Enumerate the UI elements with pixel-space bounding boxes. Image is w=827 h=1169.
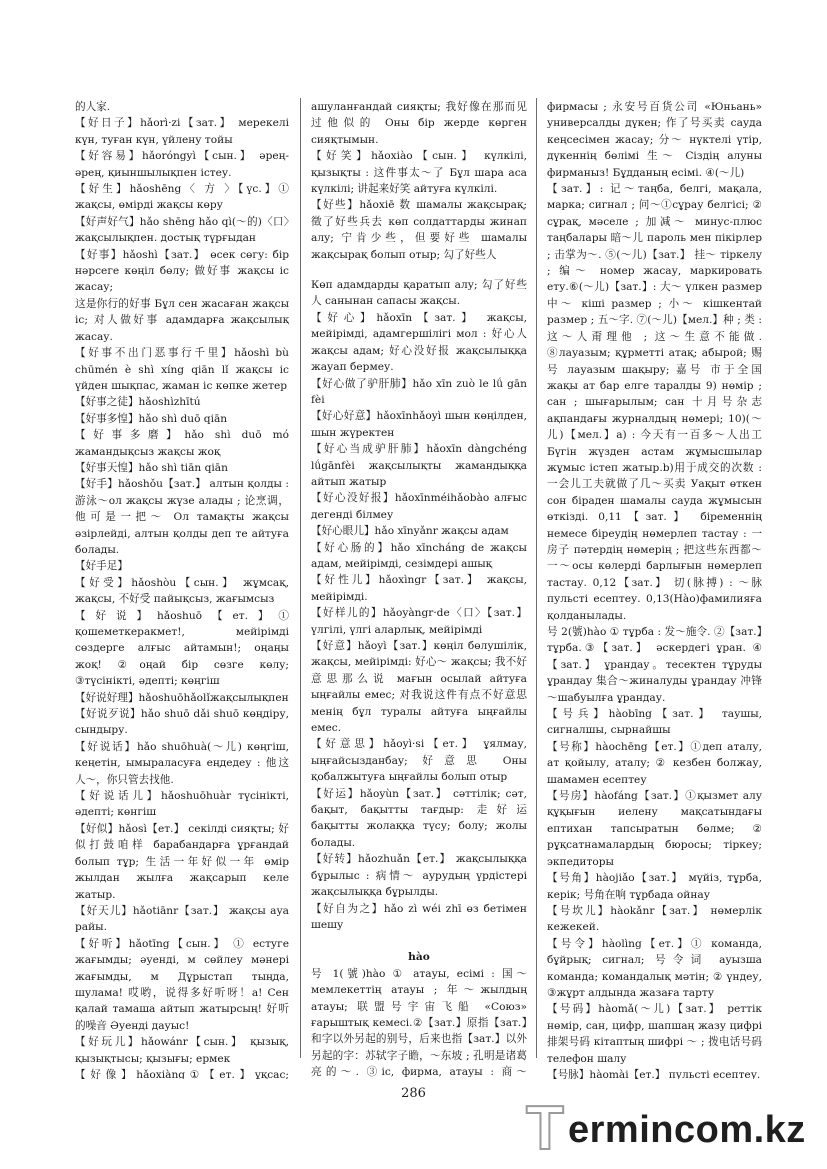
page-number: 286 [401,1086,426,1101]
entry: 【好自为之】hǎo zì wéi zhī өз бетімен шешу [311,902,527,931]
entry-example: 这是你行的好事 Бұл сен жасаған жақсы іс; 对人做好事 адамдарға жақсылық жасау. [75,297,289,343]
entry: 【好心没好报】hǎoxīnméihǎobào алғыс дегенді білмеу [311,492,527,521]
entry: 【好说歹说】hǎo shuō dǎi shuō көңдіру, сындыру. [75,708,289,737]
dictionary-column-middle [311,99,527,1079]
entry: 【好事】hǎoshì【зат.】 өсек сөгу: бір нәрсеге көңіл бөлу; 做好事 жақсы іс жасау; [75,248,289,294]
entry: 【好事多惶】hǎo shì duō qiān [75,412,228,425]
entry: 【好说】hǎoshuō【ет.】① қошеметкеракмет!, мейірімді сөздерге алғыс айтамын!; оңаңы жоқ! ②оңай бір сөзге көлу; ③түсінікті, әдепті; көңгіш [75,609,289,688]
entry: 号 2(號)hào ① тұрба : 发～施令. ②【зат.】тұрба.③【зат.】 әскердегі ұран. ④【зат.】 ұрандау。тесектен тұруды ұрандау 集合～жиналуды ұрандау 冲锋～шабуылға ұрандау. [547,626,762,704]
column-divider-left [300,98,301,1058]
entry: 【зат.】: 记～таңба, белгі, мақала, марка; сигнал ; 问～①сұрау белгісі; ② сұрақ, мәселе ; 加减～ минус-плюс таңбалары 暗～儿 пароль мен пікірлер ; 击掌为～. ⑤(～儿)【зат.】 挂～ тіркелу ; 编～ номер жасау, маркировать ету.⑥(～儿)【зат.】: 大～ үлкен размер 中～ кіші размер ; 小～ кішкентай размер ; 五～字. ⑦(～儿)【мел.】种 ; 类 : 这～人甭理他 ; 这～生意不能做. ⑧лауазым; құрметті атақ; абырой; 赐号 лауазым шақыру; 嘉号 市于全国 жақы ат бар елге таралды 9) нөмір ; сан ; шығарылым; сан 十月号杂志 ақпандағы журналдың нөмері; 10)(～儿)【мел.】а) : 今天有一百多～人出工 Бүгін жүзден астам жұмысшылар жұмыс істеп жатыр.b)用于成交的次数 : 一会儿工夫就做了几～买卖 Уақыт өткен сон біраден шамалы сауда жұмысын өткізді. 0,11【зат.】 біременнің немесе біреудің нөмерлеп тастау : 一房子 пәтердің нөмерің ; 把这些东西都～一～осы көлерді барлығын нөмерлеп тастау. 0,12【зат.】 切(脉搏) : ～脉 пульсті есептеу. 0,13(Hào)фамилияға қолданылады. [547,183,762,622]
entry: 【号角】hàojiǎo【зат.】 мүйіз, тұрба, керік; 号角在响 тұрбада ойнау [547,872,762,901]
entry: 【好笑】hǎoxiào【сын.】 күлкілі, қызықты : 这件事太～了 Бұл шара аса күлкілі; 讲起来好笑 айтуға күлкілі. [311,150,527,196]
entry: 【好天儿】hǎotiānr【зат.】 жақсы ауа райы. [75,904,289,934]
watermark-logo [526,1094,816,1163]
entry: 【号脉】hàomài【ет.】 пульсті есептеу. [547,1068,761,1079]
entry: 【好心】hǎoxīn【зат.】 жақсы, мейірімді, адамгершілігі мол : 好心人 жақсы адам; 好心没好报 жақсылыққа жауап бермеу. [311,311,527,374]
entry-continuation: фирмасы ; 永安号百货公司 «Юньань» универсалды дүкен; 作了号买卖 сауда кеңсесімен жасау; 分～ нүктелі үтір, дүкеннің бөлімі 生～ Сіздің алуны фирманыз! Бұдданың есімі. ④(～儿) [547,101,762,179]
entry: 【号令】hàolìng【ет.】① команда, бұйрық; сигнал; 号令词 ауызша команда; командалық мәтін; ② үндеу, ③жұрт алдында жазаға тарту [547,937,762,999]
entry-example: Көп адамдарды қаратып алу; 勾了好些人 санынан сапасы жақсы. [311,279,527,308]
entry: 【好说话儿】hǎoshuōhuàr түсінікті, әдепті; көнгіш [75,790,289,819]
entry: 【好意思】hǎoyì·si【ет.】 ұялмау, ыңғайсызданбау; 好意思 Оны қобалжытуға ыңғайлы болып отыр [311,738,527,784]
entry: 【好心当成驴肝肺】hǎoxīn dàngchéng lǘgānfèi жақсылықты жамандыққа айтып жатыр [311,443,527,488]
entry: 【好手】hǎoshǒu【зат.】 алтын қолды : 游泳～ол жақсы жүзе алады ; 论烹调，他可是一把～ Ол тамақты жақсы әзірлейді, алтын қолды деп те айтуға болады. [75,478,289,556]
entry: 【好样儿的】hǎoyàngr·de〈口〉【зат.】 үлгілі, үлгі аларлық, мейірімді [311,607,527,636]
entry: 【好心肠的】hǎo xīncháng de жақсы адам, мейірімді, сезімдері ашық [311,541,527,570]
entry: 【好日子】hǎorì·zi【зат.】 мерекелі күн, туған күн, үйлену тойы [75,117,289,146]
watermark-letter: T [526,1094,564,1163]
entry-continuation: ашуланғандай сияқты; 我好像在那而见过他似的 Оны бір жерде көрген сияқтымын. [311,101,527,146]
entry: 【好事天惶】hǎo shì tiān qiān [75,461,228,474]
entry: 【好听】hǎotīng【сын.】 ① естуге жағымды; әуенді, м сөйлеу мәнері жағымды, м Дұрыстап тыңда, шулама! 哎哟，说得多好听呀！а! Сен қалай тамаша айтып жатырсың! 好听的噪音 Әуенді дауыс! [75,937,289,1032]
entry: 【好生】hǎoshēng〈 ⽅ 〉【үс.】① жақсы, өмірді жақсы көру [75,183,289,212]
entry: 【好心眼儿】hǎo xīnyǎnr жақсы адам [311,525,509,538]
entry: 【好些】hǎoxiē 数 шамалы жақсырақ; 徵了好些兵去 көп солдаттарды жинап алу; 宁肯少些，但要好些 шамалы жақсырақ болып отыр; 勾了好些人 [311,199,527,261]
entry: 【号房】hàofáng【зат.】①қызмет алу құқығын иелену мақсатындағы ептихан тапсыратын бөлме; ② рұқсатнамалардың бюросы; тіркеу; экпедиторы [547,790,762,868]
entry: 号 1(號)hào ① атауы, есімі : 国～ мемлекеттің атауы ; 年～жылдың атауы; 联盟号宇宙飞船 «Союз» ғарыштық кемесі.②【зат.】原指【зат.】和字以外另起的别号，后来也指【зат.】以外另起的字：苏轼字子瞻，～东坡 ; 孔明是诸葛亮的～. ③ic, фирма, атауы : 商～ [311,967,527,1079]
entry-fragment: 的人家. [75,101,111,113]
entry: 【好像】hǎoxiàng①【ет.】ұқсас; [75,1068,289,1079]
entry: 【好受】hǎoshòu【сын.】 жұмсақ, жақсы, 不好受 пайықсыз, жағымсыз [75,576,289,606]
entry: 【好容易】hǎoróngyì【сын.】 әрең-әрең, қиыншылықпен істеу. [75,150,289,179]
entry: 【好说好理】hǎoshuōhǎolǐжақсылықпен [75,691,289,704]
entry: 【号坎儿】hàokǎnr【зат.】 нөмерлік кежекей. [547,904,762,934]
section-heading: hào [408,951,430,964]
dictionary-column-right [547,99,762,1079]
entry: 【好运】hǎoyùn【зат.】 сәттілік; сәт, бақыт, бақытты тағдыр: 走好运 бақытты жолаққа түсу; болу; жолы болады. [311,787,527,849]
entry: 【好事之徒】hǎoshìzhītú [75,396,201,409]
entry: 【好玩儿】hǎowánr【сын.】 қызық, қызықтысы; қызығы; ермек [75,1036,289,1065]
entry: 【好手足】 [75,560,128,573]
entry: 【号称】hàochēng【ет.】①деп аталу, ат қойылу, аталу; ② кезбен болжау, шамамен есептеу [547,740,762,786]
entry: 【号兵】hàobīng【зат.】 таушы, сигналшы, сырнайшы [547,708,762,737]
entry: 【号码】hàomǎ(～儿)【зат.】 реттік нөмір, сан, цифр, шапшаң жазу цифрі 排架号码 кітаптың шифрі ～ ; 拨电话号码 телефон шалу [547,1003,762,1065]
entry: 【好心做了驴肝肺】hǎo xīn zuò le lǘ gān fèi [311,377,527,406]
entry: 【好说话】hǎo shuōhuà(～儿) көңгіш, кеңетін, ымыраласуға еңдедеу : 他这人～，你只管去找他. [75,740,289,786]
entry: 【好事不出门恶事行千里】hǎoshì bù chūmén è shì xíng qiān lǐ жақсы іс үйден шықпас, жаман іс көпке жетер [75,347,289,392]
entry: 【好性儿】hǎoxìngr【зат.】 жақсы, мейірімді. [311,574,527,603]
entry: 【好事多磨】hǎo shì duō mó жамандықсыз жақсы жоқ [75,429,289,458]
entry: 【好转】hǎozhuǎn【ет.】 жақсылыққа бұрылыс : 病情～ аурудың үрдістері жақсылыққа бұрылды. [311,853,527,899]
column-divider-right [536,98,537,1058]
watermark-text: ermincom.kz [568,1109,806,1151]
dictionary-column-left [75,99,289,1079]
entry: 【好声好气】hǎo shēng hǎo qì(～的)〈口〉жақсылықпен. достық түрғыдан [75,215,289,245]
entry: 【好似】hǎosì【ет.】 секілді сияқты; 好似打鼓咱样 барабандарға ұрғандай болып тұр; 生活一年好似一年 өмір жылдан жылға жақсарып келе жатыр. [75,822,289,901]
entry: 【好心好意】hǎoxīnhǎoyì шын көңілден, шын жүректен [311,410,527,439]
entry: 【好意】hǎoyì【зат.】көңіл бөлушілік, жақсы, мейірімді: 好心～ жақсы; 我不好意思那么说 мағын осылай айтуға ыңғайлы емес; 对我说这件有点不好意思 менің бұл туралы айтуға ыңғайлы емес. [311,640,527,735]
